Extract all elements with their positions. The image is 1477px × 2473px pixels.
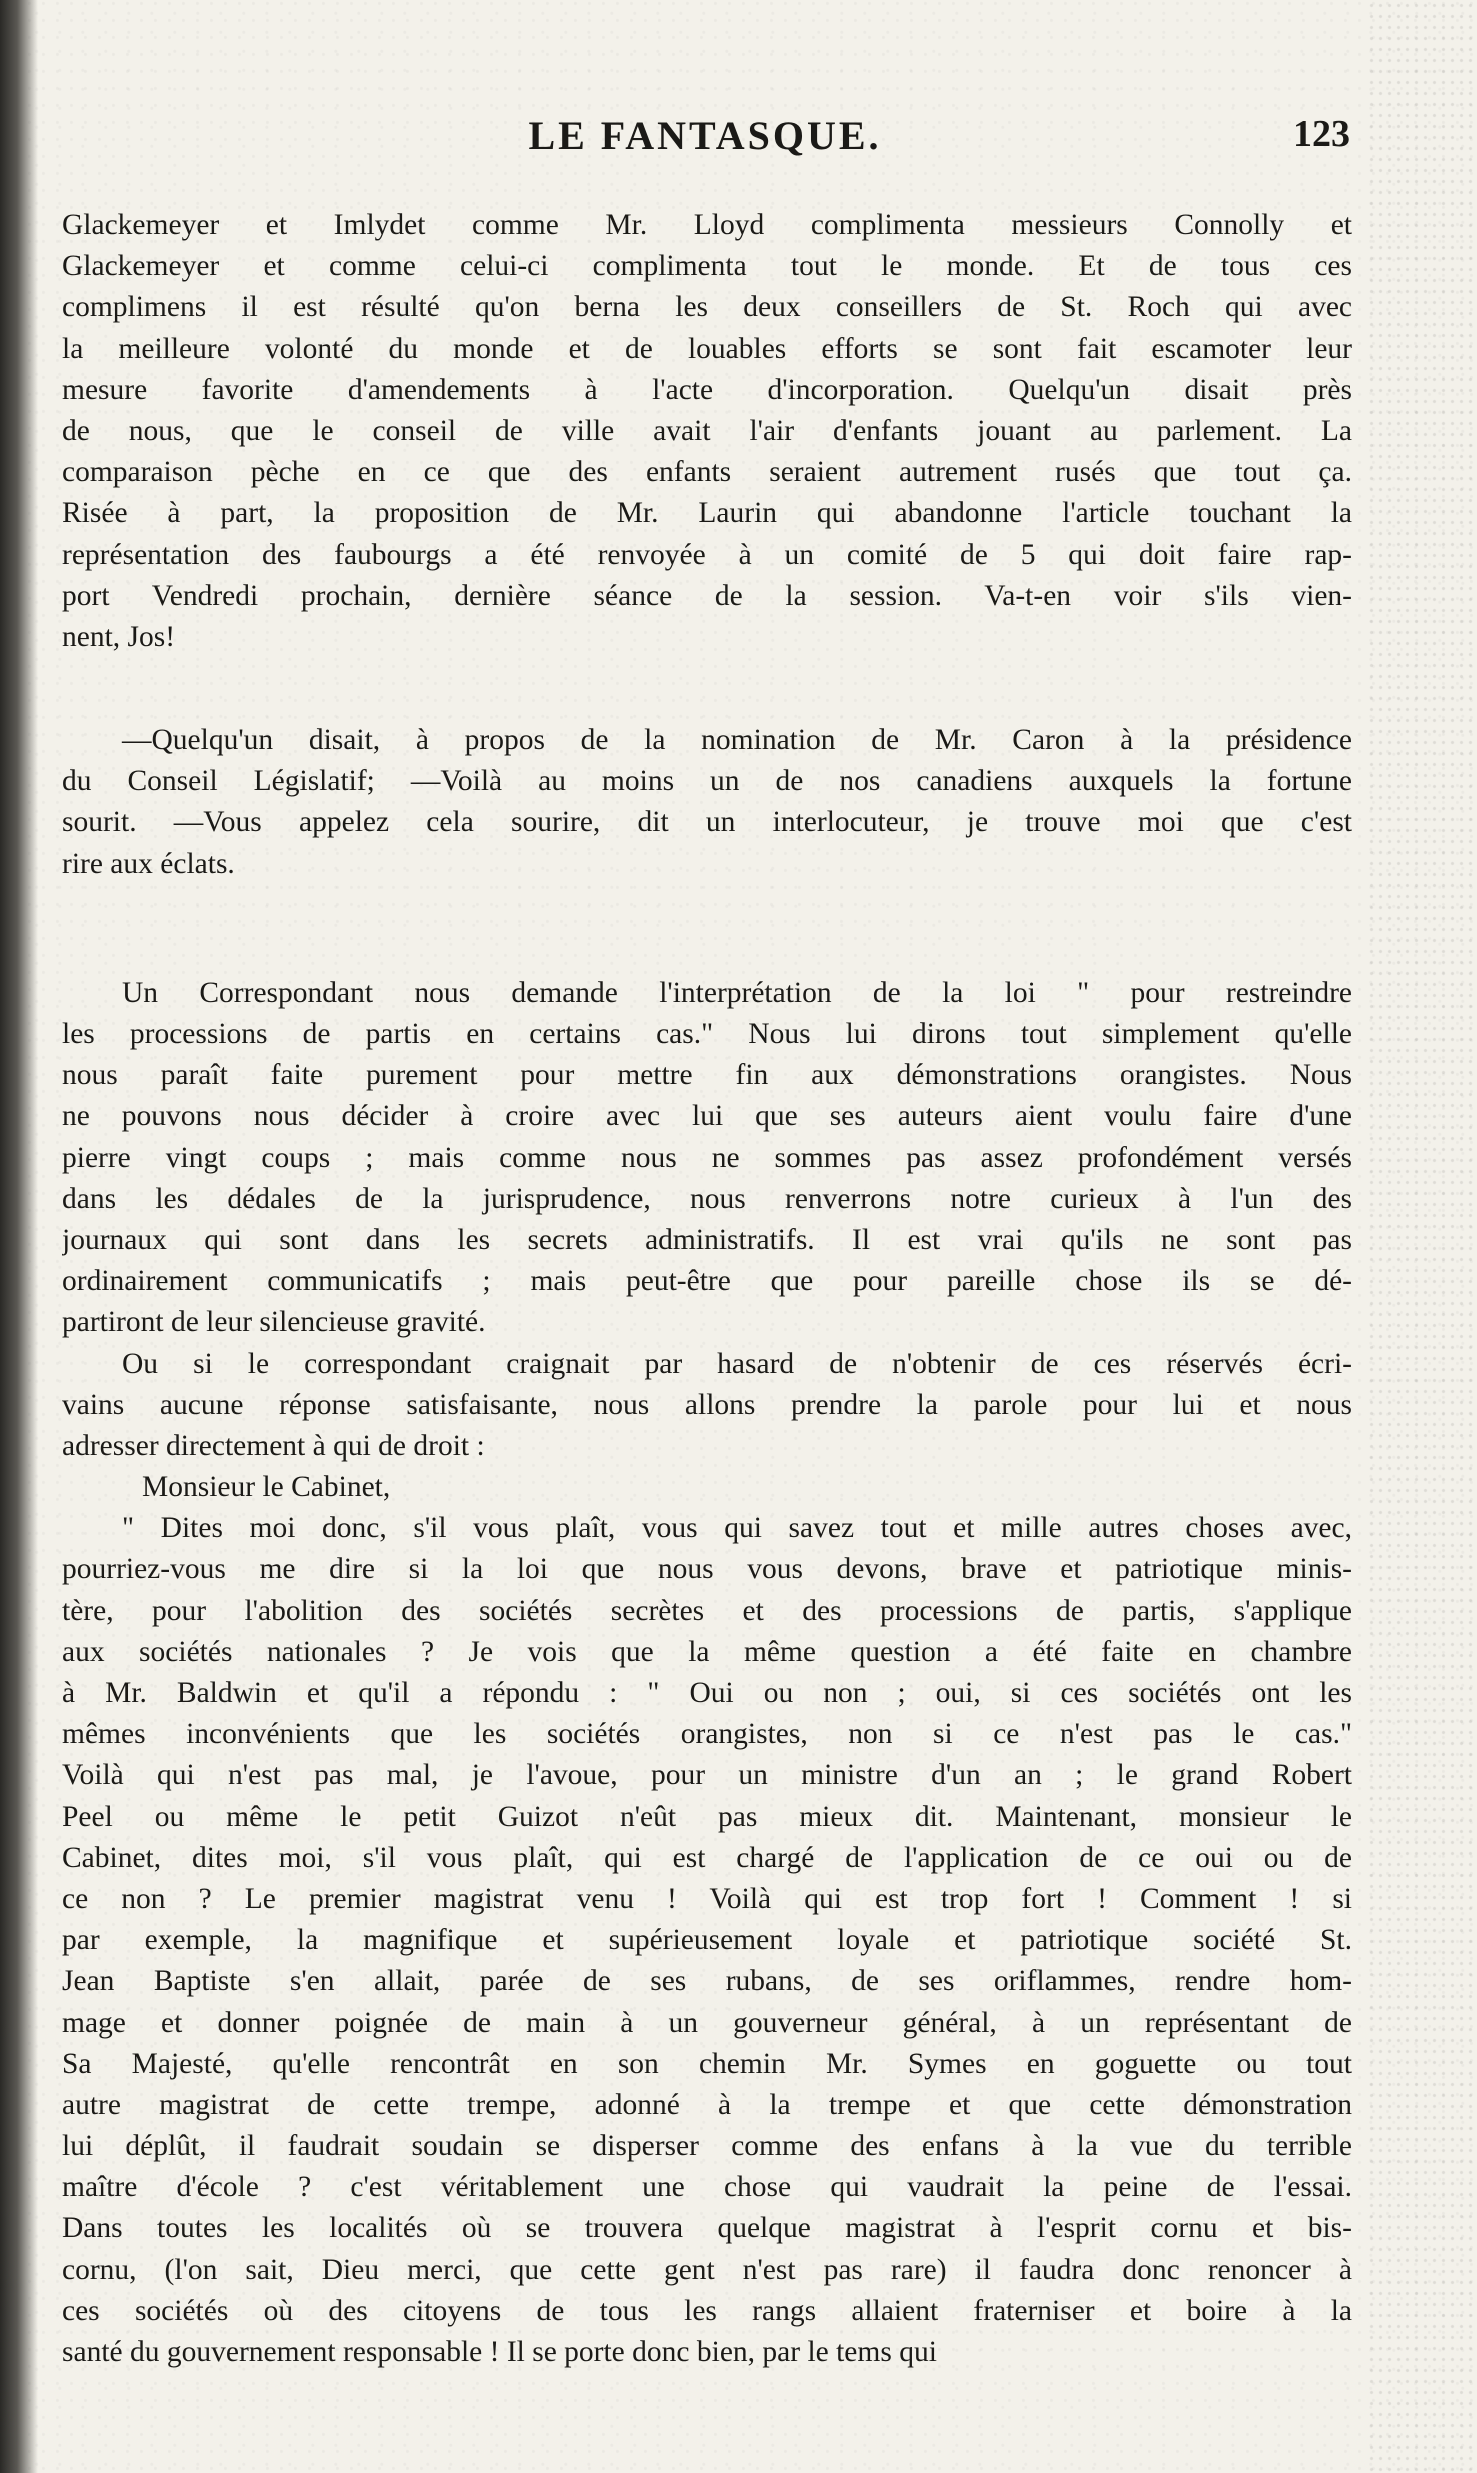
page-binding-shadow xyxy=(0,0,38,2473)
text-line: Voilà qui n'est pas mal, je l'avoue, pour un ministre d'un an ; le grand Robert xyxy=(62,1759,1352,1792)
text-line: les processions de partis en certains cas." Nous lui dirons tout simplement qu'elle xyxy=(62,1018,1352,1050)
text-line: mesure favorite d'amendements à l'acte d'incorporation. Quelqu'un disait près xyxy=(62,373,1352,406)
text-line: dans les dédales de la jurisprudence, nous renverrons notre curieux à l'un des xyxy=(62,1182,1352,1215)
running-header xyxy=(60,112,1350,172)
page-edge-speckle xyxy=(1367,0,1477,2473)
text-line: Jean Baptiste s'en allait, parée de ses rubans, de ses oriflammes, rendre hom- xyxy=(62,1965,1352,1998)
text-line: ne pouvons nous décider à croire avec lui que ses auteurs aient voulu faire d'une xyxy=(62,1100,1352,1133)
text-line: représentation des faubourgs a été renvoyée à un comité de 5 qui doit faire rap- xyxy=(62,538,1352,571)
text-line: la meilleure volonté du monde et de louables efforts se sont fait escamoter leur xyxy=(62,332,1352,365)
text-line: aux sociétés nationales ? Je vois que la même question a été faite en chambre xyxy=(62,1635,1352,1668)
text-line: Sa Majesté, qu'elle rencontrât en son chemin Mr. Symes en goguette ou tout xyxy=(62,2047,1352,2080)
running-title: LE FANTASQUE. xyxy=(528,113,882,158)
text-line: Peel ou même le petit Guizot n'eût pas mieux dit. Maintenant, monsieur le xyxy=(62,1800,1352,1833)
text-line: lui déplût, il faudrait soudain se disperser comme des enfans à la vue du terrible xyxy=(62,2130,1352,2163)
paragraph xyxy=(62,205,1352,658)
salutation xyxy=(62,1467,1352,1508)
text-line: par exemple, la magnifique et supérieusement loyale et patriotique société St. xyxy=(62,1924,1352,1957)
paragraph-gap xyxy=(62,885,1352,973)
text-line: port Vendredi prochain, dernière séance de la session. Va-t-en voir s'ils vien- xyxy=(62,579,1352,612)
text-line: nous paraît faite purement pour mettre fin aux démonstrations orangistes. Nous xyxy=(62,1059,1352,1092)
text-line: vains aucune réponse satisfaisante, nous allons prendre la parole pour lui et nous xyxy=(62,1388,1352,1421)
text-line: Cabinet, dites moi, s'il vous plaît, qui est chargé de l'application de ce oui ou de xyxy=(62,1841,1352,1874)
text-line: complimens il est résulté qu'on berna les deux conseillers de St. Roch qui avec xyxy=(62,291,1352,324)
text-line: Un Correspondant nous demande l'interprétation de la loi " pour restreindre xyxy=(122,976,1352,1009)
paragraph xyxy=(62,973,1352,1344)
text-line: Ou si le correspondant craignait par hasard de n'obtenir de ces réservés écri- xyxy=(122,1347,1352,1380)
text-line: Dans toutes les localités où se trouvera quelque magistrat à l'esprit cornu et bis- xyxy=(62,2212,1352,2245)
text-line: nent, Jos! xyxy=(62,620,176,653)
text-line: Glackemeyer et comme celui-ci complimenta tout le monde. Et de tous ces xyxy=(62,250,1352,283)
text-line: maître d'école ? c'est véritablement une chose qui vaudrait la peine de l'essai. xyxy=(62,2171,1352,2204)
paragraph-gap xyxy=(62,658,1352,720)
text-line: ces sociétés où des citoyens de tous les rangs allaient fraterniser et boire à la xyxy=(62,2294,1352,2327)
text-line: de nous, que le conseil de ville avait l'air d'enfants jouant au parlement. La xyxy=(62,414,1352,447)
text-line: à Mr. Baldwin et qu'il a répondu : " Oui ou non ; oui, si ces sociétés ont les xyxy=(62,1677,1352,1709)
page-number: 123 xyxy=(1293,113,1350,155)
text-line: santé du gouvernement responsable ! Il se porte donc bien, par le tems qui xyxy=(62,2336,937,2368)
text-line: ce non ? Le premier magistrat venu ! Voilà qui est trop fort ! Comment ! si xyxy=(62,1882,1352,1915)
text-line: rire aux éclats. xyxy=(62,847,235,880)
text-line: " Dites moi donc, s'il vous plaît, vous qui savez tout et mille autres choses avec, xyxy=(122,1512,1352,1545)
text-line: Risée à part, la proposition de Mr. Laurin qui abandonne l'article touchant la xyxy=(62,497,1352,530)
text-line: —Quelqu'un disait, à propos de la nomination de Mr. Caron à la présidence xyxy=(122,724,1352,757)
text-line: Glackemeyer et Imlydet comme Mr. Lloyd complimenta messieurs Connolly et xyxy=(62,209,1352,241)
text-line: du Conseil Législatif; —Voilà au moins un de nos canadiens auxquels la fortune xyxy=(62,765,1352,798)
text-line: adresser directement à qui de droit : xyxy=(62,1429,485,1462)
text-line: sourit. —Vous appelez cela sourire, dit un interlocuteur, je trouve moi que c'est xyxy=(62,806,1352,839)
article-body xyxy=(62,205,1352,2373)
text-line: journaux qui sont dans les secrets administratifs. Il est vrai qu'ils ne sont pas xyxy=(62,1223,1352,1256)
text-line: partiront de leur silencieuse gravité. xyxy=(62,1306,486,1339)
paragraph xyxy=(62,1508,1352,2373)
text-line: autre magistrat de cette trempe, adonné à la trempe et que cette démonstration xyxy=(62,2088,1352,2121)
text-line: pourriez-vous me dire si la loi que nous vous devons, brave et patriotique minis- xyxy=(62,1553,1352,1586)
paragraph xyxy=(62,720,1352,885)
text-line: tère, pour l'abolition des sociétés secrètes et des processions de partis, s'applique xyxy=(62,1594,1352,1627)
text-line: ordinairement communicatifs ; mais peut-être que pour pareille chose ils se dé- xyxy=(62,1265,1352,1298)
text-line: mêmes inconvénients que les sociétés orangistes, non si ce n'est pas le cas." xyxy=(62,1718,1352,1751)
text-line: pierre vingt coups ; mais comme nous ne sommes pas assez profondément versés xyxy=(62,1141,1352,1174)
paragraph xyxy=(62,1344,1352,1468)
text-line: cornu, (l'on sait, Dieu merci, que cette gent n'est pas rare) il faudra donc renoncer à xyxy=(62,2253,1352,2286)
salutation-line: Monsieur le Cabinet, xyxy=(142,1471,391,1504)
text-line: comparaison pèche en ce que des enfants seraient autrement rusés que tout ça. xyxy=(62,456,1352,489)
text-line: mage et donner poignée de main à un gouverneur général, à un représentant de xyxy=(62,2006,1352,2039)
